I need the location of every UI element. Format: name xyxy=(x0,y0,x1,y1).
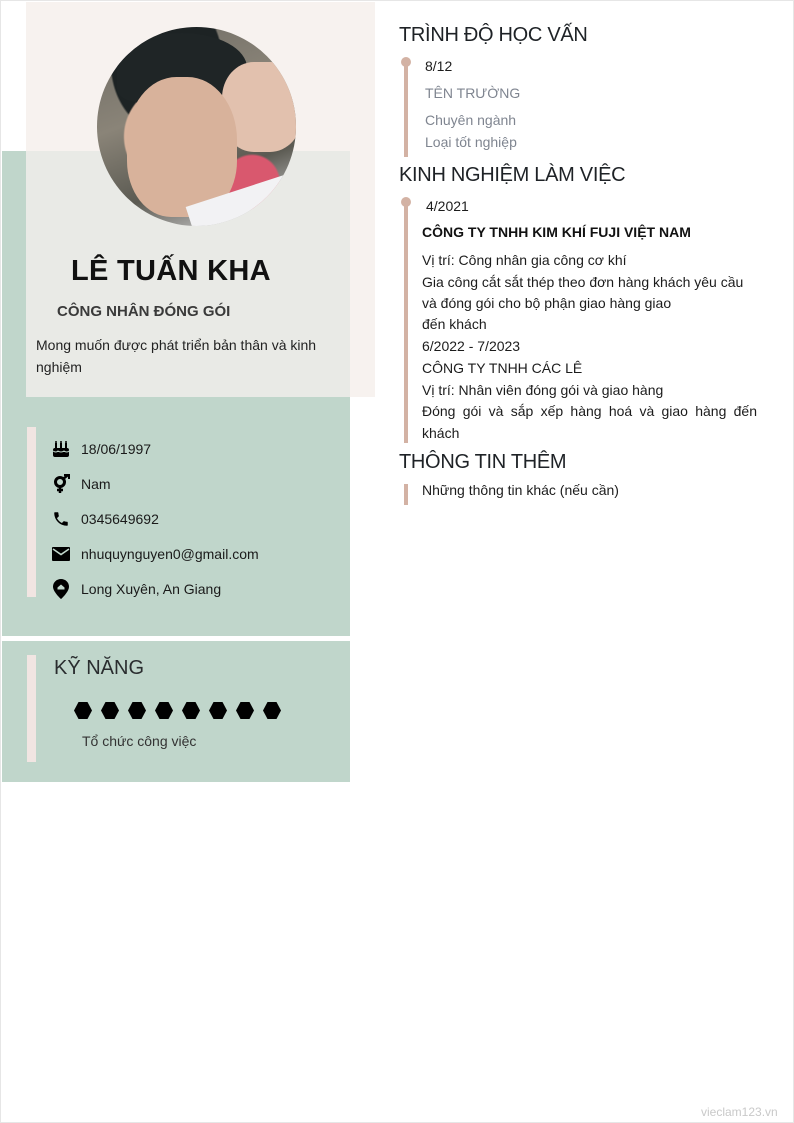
contact-accent-bar xyxy=(27,427,36,597)
description-1c: đến khách xyxy=(422,316,487,332)
job-title: CÔNG NHÂN ĐÓNG GÓI xyxy=(57,303,231,320)
description-1b: và đóng gói cho bộ phận giao hàng giao xyxy=(422,295,672,311)
additional-info-text: Những thông tin khác (nếu cần) xyxy=(422,482,619,498)
contact-birthday xyxy=(51,431,259,466)
description-1a: Gia công cắt sắt thép theo đơn hàng khách yêu cầu xyxy=(422,274,744,290)
skill-level-hexagon xyxy=(236,702,254,719)
birthday-cake-icon xyxy=(51,439,71,459)
skill-level-hexagon xyxy=(74,702,92,719)
skill-level-hexagon xyxy=(155,702,173,719)
email-value: nhuquynguyen0@gmail.com xyxy=(81,545,259,562)
skill-level-hexagon xyxy=(101,702,119,719)
additional-info-title: THÔNG TIN THÊM xyxy=(399,451,567,473)
skill-level-hexagon xyxy=(182,702,200,719)
major: Chuyên ngành xyxy=(425,112,517,128)
avatar xyxy=(97,27,296,226)
position-1: Vị trí: Công nhân gia công cơ khí xyxy=(422,252,627,268)
email-icon xyxy=(51,544,71,564)
skill-rating xyxy=(74,702,281,719)
school-name: TÊN TRƯỜNG xyxy=(425,85,521,101)
experience-timeline xyxy=(404,199,408,443)
education-date: 8/12 xyxy=(425,58,453,74)
phone-icon xyxy=(51,509,71,529)
experience-date-1: 4/2021 xyxy=(426,198,469,214)
skills-title: KỸ NĂNG xyxy=(54,657,145,679)
experience-date-2: 6/2022 - 7/2023 xyxy=(422,338,521,354)
birthday-value: 18/06/1997 xyxy=(81,440,152,457)
contact-email xyxy=(51,536,259,571)
education-timeline xyxy=(404,59,408,157)
education-title: TRÌNH ĐỘ HỌC VẤN xyxy=(399,24,588,46)
company-name-1: CÔNG TY TNHH KIM KHÍ FUJI VIỆT NAM xyxy=(422,224,691,240)
address-value: Long Xuyên, An Giang xyxy=(81,580,222,597)
phone-value: 0345649692 xyxy=(81,510,159,527)
graduation-grade: Loại tốt nghiệp xyxy=(425,134,517,150)
career-objective: Mong muốn được phát triển bản thân và kinh nghiệm xyxy=(36,337,317,375)
position-2: Vị trí: Nhân viên đóng gói và giao hàng xyxy=(422,382,664,398)
description-2: Đóng gói và sắp xếp hàng hoá và giao hàng đến khách xyxy=(422,403,757,441)
contact-address xyxy=(51,571,259,606)
company-name-2: CÔNG TY TNHH CÁC LÊ xyxy=(422,360,583,376)
additional-info-bar xyxy=(404,484,408,505)
skill-level-hexagon xyxy=(128,702,146,719)
experience-title: KINH NGHIỆM LÀM VIỆC xyxy=(399,164,626,186)
skill-name: Tổ chức công việc xyxy=(82,733,197,749)
skills-accent-bar xyxy=(27,655,36,762)
contact-list xyxy=(51,431,259,606)
location-pin-icon xyxy=(51,579,71,599)
skill-level-hexagon xyxy=(209,702,227,719)
contact-gender xyxy=(51,466,259,501)
contact-phone xyxy=(51,501,259,536)
gender-icon xyxy=(51,474,71,494)
candidate-name: LÊ TUẤN KHA xyxy=(71,255,271,287)
gender-value: Nam xyxy=(81,475,111,492)
skill-level-hexagon xyxy=(263,702,281,719)
watermark: vieclam123.vn xyxy=(701,1105,778,1119)
